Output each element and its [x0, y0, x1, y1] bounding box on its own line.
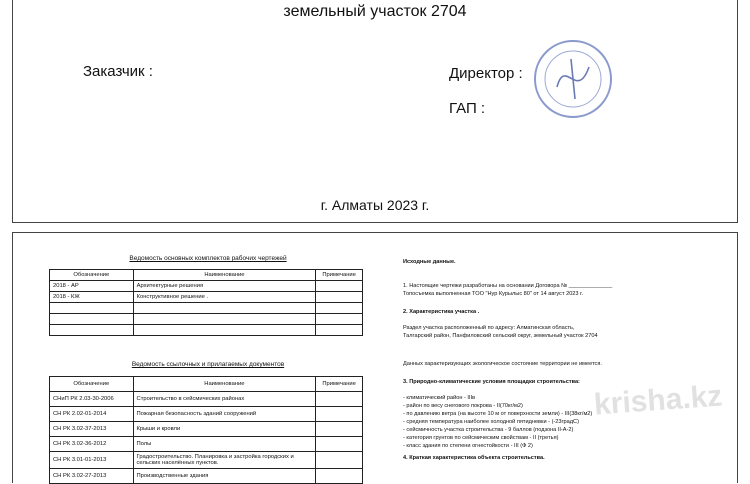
- climate-item: - климатический район - IIIв: [403, 395, 476, 401]
- climate-item: - категория грунтов по сейсмическим свойствам - II (третья): [403, 435, 559, 441]
- customer-label: Заказчик :: [83, 63, 153, 80]
- object-heading: 4. Краткая характеристика объекта строительства.: [403, 455, 545, 461]
- drawing-sheet: [12, 232, 738, 483]
- table-cell: Конструктивное решение .: [133, 292, 316, 303]
- table-cell: СН РК 3.02-27-2013: [50, 469, 134, 484]
- table-row: [50, 303, 363, 314]
- table-cell: [316, 281, 363, 292]
- table-cell: [133, 325, 316, 336]
- table-cell: [133, 303, 316, 314]
- table1-title: Ведомость основных комплектов рабочих чертежей: [129, 255, 287, 262]
- table-cell: [316, 392, 363, 407]
- city-year: г. Алматы 2023 г.: [320, 197, 430, 213]
- drawings-table: [49, 269, 363, 336]
- table-row: [50, 437, 363, 452]
- table-cell: Архитектурные решения: [133, 281, 316, 292]
- stamp-seal-icon: [531, 37, 615, 121]
- table-cell: Полы: [133, 437, 316, 452]
- site-heading: 2. Характеристика участка .: [403, 309, 480, 315]
- table-header-row: [50, 270, 363, 281]
- header-cell: Обозначение: [50, 270, 134, 281]
- table-cell: СНиП РК 2.03-30-2006: [50, 392, 134, 407]
- table-row: [50, 281, 363, 292]
- table-cell: [316, 292, 363, 303]
- table-cell: 2018 - КЖ: [50, 292, 134, 303]
- table-cell: СН РК 3.02-37-2013: [50, 422, 134, 437]
- table-cell: [316, 325, 363, 336]
- table-cell: [316, 314, 363, 325]
- table-cell: [50, 325, 134, 336]
- table-row: [50, 452, 363, 469]
- table-cell: [316, 422, 363, 437]
- table-row: [50, 325, 363, 336]
- watermark: krisha.kz: [592, 379, 723, 422]
- title-sheet: [12, 0, 738, 223]
- ecology-line: Данных характеризующих экологическое состояние территории не имеется.: [403, 361, 602, 367]
- climate-heading: 3. Природно-климатические условия площадки строительства:: [403, 379, 580, 385]
- table2-title: Ведомость ссылочных и прилагаемых документов: [131, 361, 285, 368]
- table-cell: [316, 452, 363, 469]
- table-cell: 2018 - АР: [50, 281, 134, 292]
- table-header-row: [50, 377, 363, 392]
- climate-item: - по давлению ветра (на высоте 10 м от поверхности земли) - III(38кг/м2): [403, 411, 593, 417]
- address-line-2: Талгарский район, Панфиловский сельский округ, земельный участок 2704: [403, 333, 598, 339]
- document-title: земельный участок 2704: [283, 3, 467, 20]
- table-cell: СН РК 2.02-01-2014: [50, 407, 134, 422]
- table-cell: [316, 469, 363, 484]
- table-cell: Крыши и кровли: [133, 422, 316, 437]
- header-cell: Наименование: [133, 377, 316, 392]
- table-cell: [316, 407, 363, 422]
- survey-line: Топосъемка выполненная ТОО "Нур Курылыс 80" от 14 август 2023 г.: [403, 291, 583, 297]
- header-cell: Обозначение: [50, 377, 134, 392]
- table-row: [50, 314, 363, 325]
- contract-line: 1. Настоящие чертежи разработаны на основании Договора № ______________: [403, 283, 613, 289]
- table-row: [50, 407, 363, 422]
- table-cell: СН РК 3.02-36-2012: [50, 437, 134, 452]
- table-cell: [316, 303, 363, 314]
- table-cell: Пожарная безопасность зданий сооружений: [133, 407, 316, 422]
- climate-item: - сейсмичность участка строительства - 9 баллов (подзона II-А-2): [403, 427, 574, 433]
- director-label: Директор :: [449, 65, 523, 82]
- table-row: [50, 422, 363, 437]
- climate-item: - средняя температура наиболее холодной пятидневки - (-23градС): [403, 419, 579, 425]
- table-cell: [50, 303, 134, 314]
- header-cell: Примечание: [316, 270, 363, 281]
- table-row: [50, 469, 363, 484]
- table-cell: [50, 314, 134, 325]
- table-cell: [316, 437, 363, 452]
- table-cell: СН РК 3.01-01-2013: [50, 452, 134, 469]
- chief-architect-label: ГАП :: [449, 100, 486, 117]
- table-cell: Производственные здания: [133, 469, 316, 484]
- table-row: [50, 392, 363, 407]
- references-table: [49, 376, 363, 484]
- address-line-1: Раздел участка расположенный по адресу: Алматинская область,: [403, 325, 575, 331]
- source-data-heading: Исходные данные.: [403, 259, 456, 265]
- header-cell: Наименование: [133, 270, 316, 281]
- table-cell: Градостроительство. Планировка и застройка городских и сельских населённых пунктов.: [133, 452, 316, 469]
- table-cell: Строительство в сейсмических районах: [133, 392, 316, 407]
- table-cell: [133, 314, 316, 325]
- climate-item: - район по весу снегового покрова - II(70кг/м2): [403, 403, 523, 409]
- header-cell: Примечание: [316, 377, 363, 392]
- table-row: [50, 292, 363, 303]
- climate-item: - класс здания по степени огнестойкости - III (Ф 2): [403, 443, 533, 449]
